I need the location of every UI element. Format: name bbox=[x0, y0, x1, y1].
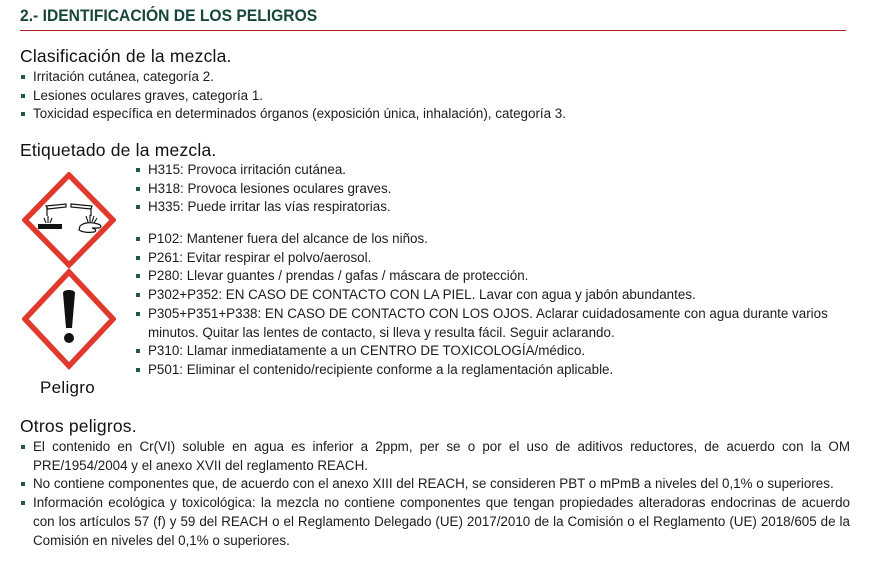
list-item: H318: Provoca lesiones oculares graves. bbox=[135, 180, 391, 199]
bullet-icon bbox=[136, 274, 140, 278]
hazard-statements-list bbox=[135, 161, 391, 217]
list-item: Lesiones oculares graves, categoría 1. bbox=[20, 87, 566, 106]
bullet-icon bbox=[136, 237, 140, 241]
list-item: Irritación cutánea, categoría 2. bbox=[20, 68, 566, 87]
classification-list bbox=[20, 68, 566, 124]
list-item: P102: Mantener fuera del alcance de los niños. bbox=[135, 230, 855, 249]
bullet-icon bbox=[21, 75, 25, 79]
exclamation-pictogram-icon bbox=[22, 268, 116, 370]
precautionary-statements-list bbox=[135, 230, 855, 380]
bullet-icon bbox=[136, 312, 140, 316]
section-title: 2.- IDENTIFICACIÓN DE LOS PELIGROS bbox=[20, 6, 318, 25]
title-divider bbox=[20, 30, 846, 31]
list-item: El contenido en Cr(VI) soluble en agua es inferior a 2ppm, per se o por el uso de aditivos reductores, de acuerdo con la OM PRE/1954/2004 y el anexo XVII del reglamento REACH. bbox=[20, 438, 850, 475]
bullet-icon bbox=[136, 256, 140, 260]
bullet-icon bbox=[21, 94, 25, 98]
labelling-heading: Etiquetado de la mezcla. bbox=[20, 140, 217, 160]
list-item: P305+P351+P338: EN CASO DE CONTACTO CON LOS OJOS. Aclarar cuidadosamente con agua durante varios minutos. Quitar las lentes de contacto, si lleva y resulta fácil. Seguir aclarando. bbox=[135, 305, 855, 342]
bullet-icon bbox=[136, 293, 140, 297]
list-item: P302+P352: EN CASO DE CONTACTO CON LA PIEL. Lavar con agua y jabón abundantes. bbox=[135, 286, 855, 305]
bullet-icon bbox=[21, 501, 25, 505]
corrosion-pictogram-icon bbox=[22, 172, 116, 268]
other-hazards-heading: Otros peligros. bbox=[20, 416, 137, 436]
bullet-icon bbox=[136, 187, 140, 191]
list-item: H315: Provoca irritación cutánea. bbox=[135, 161, 391, 180]
list-item: P261: Evitar respirar el polvo/aerosol. bbox=[135, 249, 855, 268]
other-hazards-list bbox=[20, 438, 850, 550]
bullet-icon bbox=[21, 445, 25, 449]
bullet-icon bbox=[21, 112, 25, 116]
bullet-icon bbox=[136, 349, 140, 353]
list-item: Toxicidad específica en determinados órganos (exposición única, inhalación), categoría 3. bbox=[20, 105, 566, 124]
bullet-icon bbox=[136, 205, 140, 209]
list-item: H335: Puede irritar las vías respiratorias. bbox=[135, 198, 391, 217]
list-item: Información ecológica y toxicológica: la mezcla no contiene componentes que tengan propiedades alteradoras endocrinas de acuerdo con los artículos 57 (f) y 59 del REACH o el Reglamento Delegado (UE) 2017/2010 de la Comisión o el Reglamento (UE) 2018/605 de la Comisión en niveles del 0,1% o superiores. bbox=[20, 494, 850, 550]
bullet-icon bbox=[21, 482, 25, 486]
signal-word: Peligro bbox=[40, 378, 96, 397]
classification-heading: Clasificación de la mezcla. bbox=[20, 46, 232, 66]
list-item: P280: Llevar guantes / prendas / gafas / máscara de protección. bbox=[135, 267, 855, 286]
list-item: P310: Llamar inmediatamente a un CENTRO DE TOXICOLOGÍA/médico. bbox=[135, 342, 855, 361]
bullet-icon bbox=[136, 168, 140, 172]
list-item: P501: Eliminar el contenido/recipiente conforme a la reglamentación aplicable. bbox=[135, 361, 855, 380]
bullet-icon bbox=[136, 368, 140, 372]
list-item: No contiene componentes que, de acuerdo con el anexo XIII del REACH, se consideren PBT o mPmB a niveles del 0,1% o superiores. bbox=[20, 475, 850, 494]
